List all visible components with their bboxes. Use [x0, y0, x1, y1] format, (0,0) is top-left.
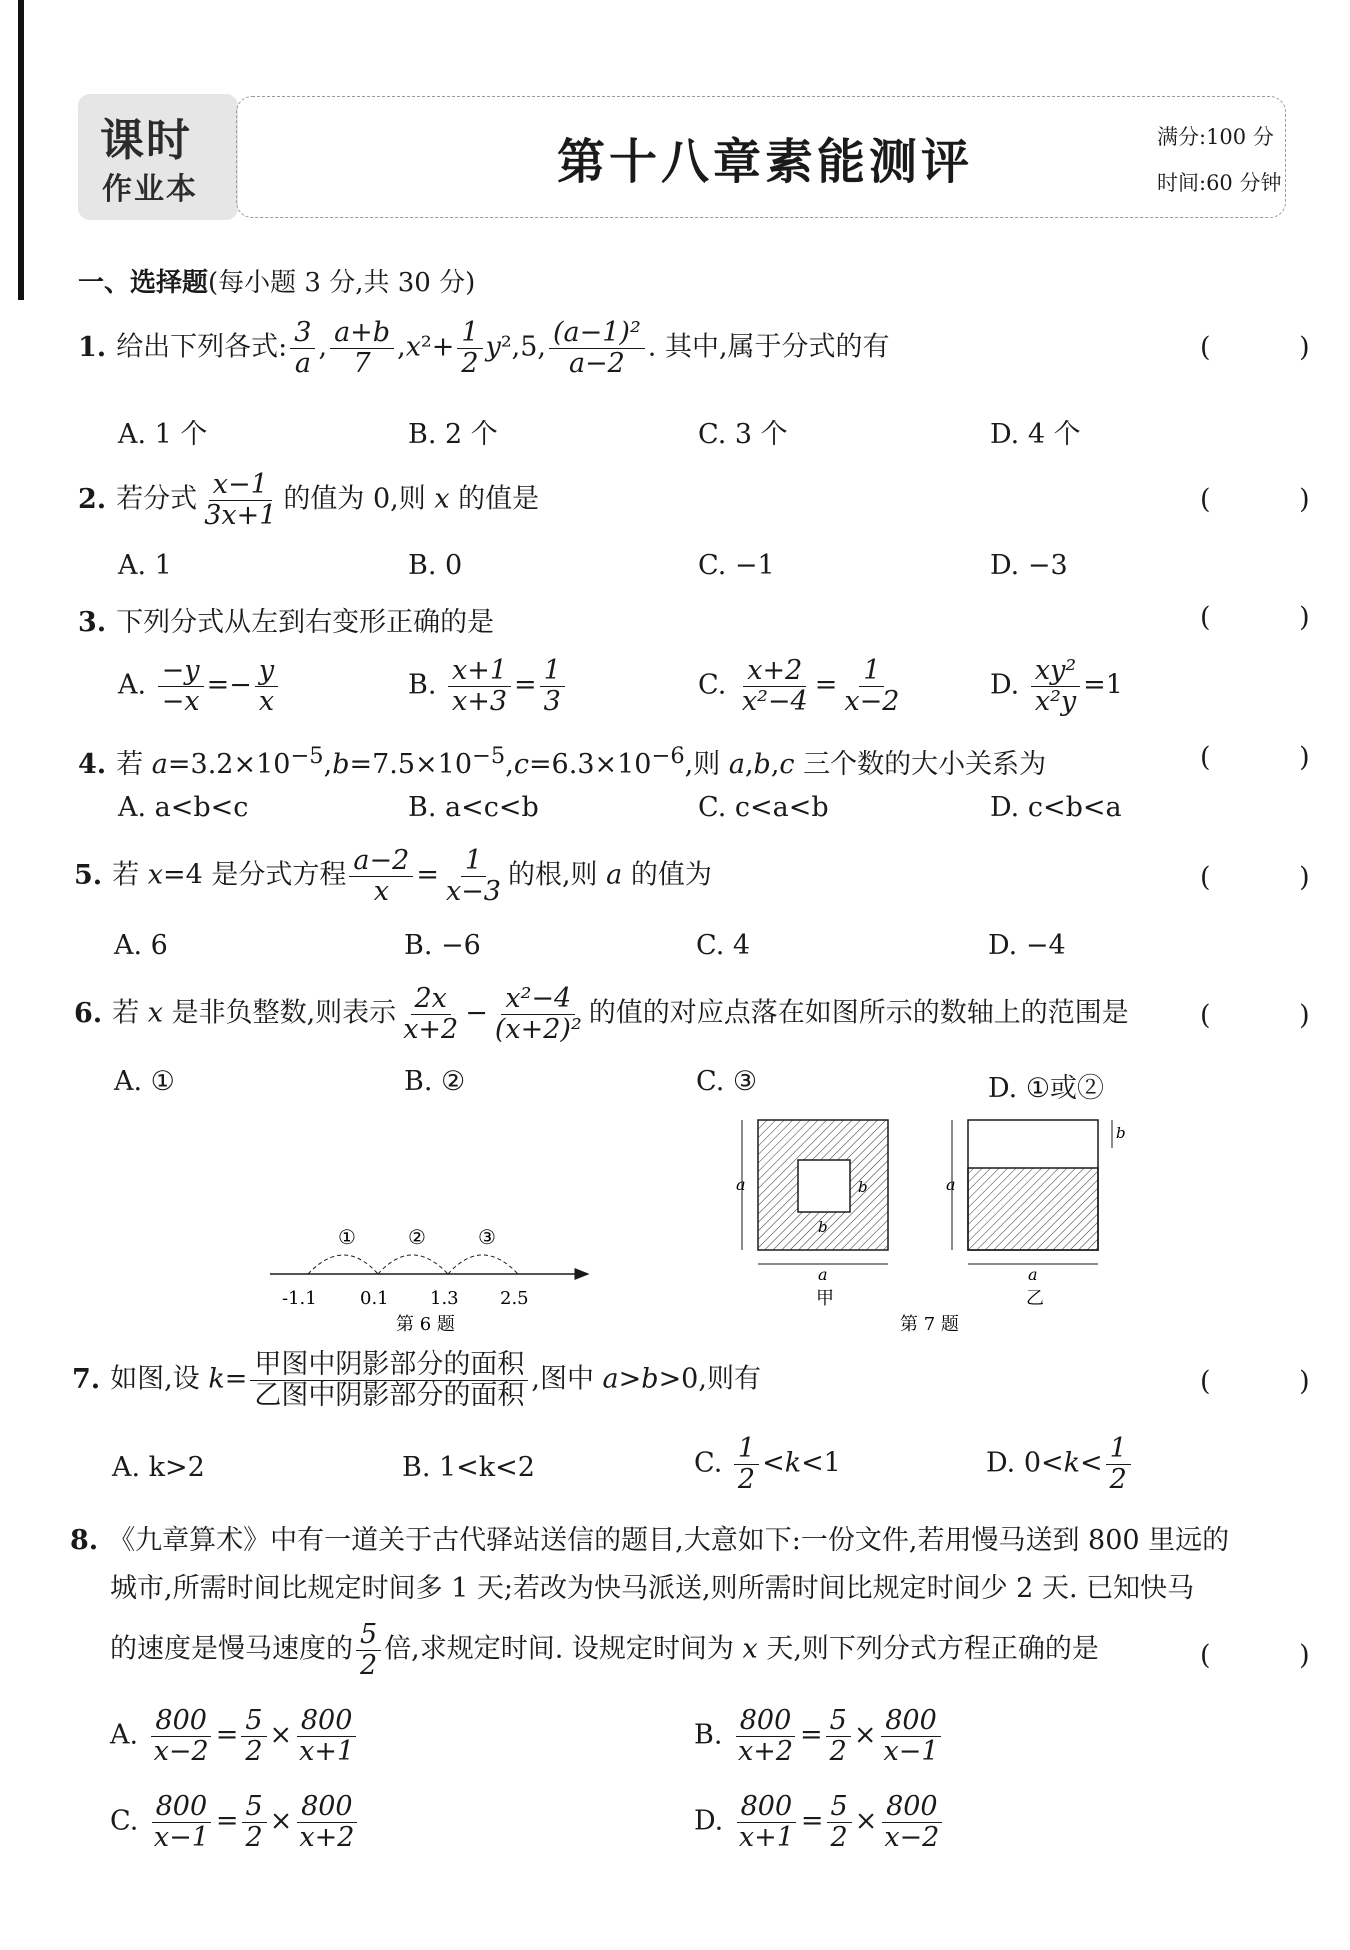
badge-line1: 课时 — [100, 115, 192, 166]
answer-blank-7[interactable]: ( ) — [1200, 1366, 1350, 1397]
question-5: 5. 若 x=4 是分式方程 $\frac{a-2}{x}$ = $\frac{1}{x-3}$ 的根,则 a 的值为 — [74, 845, 712, 907]
label-b: b — [1116, 1124, 1126, 1142]
q5-option-a[interactable]: A. 6 — [114, 930, 168, 961]
region-2-label: ② — [408, 1225, 426, 1249]
q7-option-a[interactable]: A. k>2 — [112, 1452, 205, 1483]
page-title: 第十八章素能测评 — [557, 134, 974, 190]
q2-option-d[interactable]: D. −3 — [990, 550, 1068, 581]
figure-6-caption: 第 6 题 — [396, 1314, 455, 1335]
answer-blank-3[interactable]: ( ) — [1200, 602, 1350, 633]
label-a: a — [818, 1265, 828, 1284]
label-a: a — [736, 1175, 746, 1194]
answer-blank-4[interactable]: ( ) — [1200, 742, 1350, 773]
title-box — [236, 96, 1286, 218]
q2-option-a[interactable]: A. 1 — [118, 550, 172, 581]
q5-option-b[interactable]: B. −6 — [404, 930, 481, 961]
q6-option-b[interactable]: B. ② — [404, 1066, 466, 1097]
question-7: 7. 如图,设 k= $\frac{\text{甲图中阴影部分的面积}}{\text{乙图中阴影部分的面积}}$ ,图中 a>b>0,则有 — [72, 1349, 761, 1411]
q6-option-a[interactable]: A. ① — [114, 1066, 175, 1097]
question-8-line1: 8. 《九章算术》中有一道关于古代驿站送信的题目,大意如下:一份文件,若用慢马送到 800 里远的 — [70, 1525, 1230, 1556]
q2-option-c[interactable]: C. −1 — [698, 550, 775, 581]
figure-6-number-line — [260, 1220, 600, 1340]
q5-option-c[interactable]: C. 4 — [696, 930, 751, 961]
question-2: 2. 若分式 $\frac{x-1}{3x+1}$ 的值为 0,则 x 的值是 — [78, 469, 540, 531]
q4-option-c[interactable]: C. c<a<b — [698, 792, 829, 823]
question-3: 3. 下列分式从左到右变形正确的是 — [78, 607, 495, 638]
q2-option-b[interactable]: B. 0 — [408, 550, 463, 581]
tick-label: 0.1 — [360, 1288, 389, 1309]
question-1: 1. 给出下列各式: $\frac{3}{a}$ , $\frac{a+b}{7}$ ,x²+ $\frac{1}{2}$ y²,5, $\frac{\text{(a−1)²}}{a-2}$ . 其中,属于分式的有 — [78, 317, 890, 379]
q3-option-c[interactable]: C. $\frac{x+2}{\text{x²−4}}$ = $\frac{1}{x-2}$ — [698, 655, 900, 717]
q8-option-b[interactable]: B. $\frac{800}{x+2}$ = $\frac{5}{2}$ × $\frac{800}{x-1}$ — [694, 1706, 946, 1766]
q3-option-d[interactable]: D. $\frac{\text{xy²}}{\text{x²y}}$ =1 — [990, 655, 1123, 717]
label-b: b — [858, 1178, 868, 1196]
time-limit: 时间:60 分钟 — [1157, 171, 1282, 195]
label-a: a — [1028, 1265, 1038, 1284]
q4-option-d[interactable]: D. c<b<a — [990, 792, 1122, 823]
badge-line2: 作业本 — [102, 172, 198, 207]
answer-blank-8[interactable]: ( ) — [1200, 1640, 1350, 1671]
q3-option-a[interactable]: A. $\frac{-y}{-x}$ =− $\frac{y}{x}$ — [118, 656, 281, 716]
q5-option-d[interactable]: D. −4 — [988, 930, 1066, 961]
tick-label: 1.3 — [430, 1288, 459, 1309]
answer-blank-6[interactable]: ( ) — [1200, 1000, 1350, 1031]
question-6: 6. 若 x 是非负整数,则表示 $\frac{2x}{x+2}$ − $\frac{\text{x²−4}}{\text{(x+2)²}}$ 的值的对应点落在如图所示的数轴上的范围是 — [74, 983, 1129, 1045]
q8-option-c[interactable]: C. $\frac{800}{x-1}$ = $\frac{5}{2}$ × $\frac{800}{x+2}$ — [110, 1792, 361, 1852]
figure-7-right-label: 乙 — [1026, 1288, 1044, 1309]
q3-option-b[interactable]: B. $\frac{x+1}{x+3}$ = $\frac{1}{3}$ — [408, 656, 568, 716]
figure-7-caption: 第 7 题 — [900, 1314, 959, 1335]
region-3-label: ③ — [478, 1225, 496, 1249]
page-header — [78, 92, 1286, 224]
label-a: a — [946, 1175, 956, 1194]
q1-option-c[interactable]: C. 3 个 — [698, 419, 788, 450]
label-b: b — [818, 1218, 828, 1236]
brand-badge — [78, 94, 238, 220]
figure-7-left-label: 甲 — [816, 1288, 834, 1309]
tick-label: -1.1 — [282, 1288, 317, 1309]
q6-option-d[interactable]: D. ①或② — [988, 1073, 1105, 1104]
answer-blank-2[interactable]: ( ) — [1200, 484, 1350, 515]
q8-option-d[interactable]: D. $\frac{800}{x+1}$ = $\frac{5}{2}$ × $\frac{800}{x-2}$ — [694, 1792, 946, 1852]
q7-option-d[interactable]: D. 0<k< $\frac{1}{2}$ — [986, 1434, 1134, 1494]
region-1-label: ① — [338, 1225, 356, 1249]
q1-option-b[interactable]: B. 2 个 — [408, 419, 498, 450]
answer-blank-1[interactable]: ( ) — [1200, 332, 1350, 363]
tick-label: 2.5 — [500, 1288, 529, 1309]
q4-option-b[interactable]: B. a<c<b — [408, 792, 539, 823]
q8-option-a[interactable]: A. $\frac{800}{x-2}$ = $\frac{5}{2}$ × $\frac{800}{x+1}$ — [110, 1706, 361, 1766]
q7-option-b[interactable]: B. 1<k<2 — [402, 1452, 535, 1483]
q1-option-a[interactable]: A. 1 个 — [118, 419, 208, 450]
full-score: 满分:100 分 — [1157, 125, 1274, 149]
q6-option-c[interactable]: C. ③ — [696, 1066, 758, 1097]
q7-option-c[interactable]: C. $\frac{1}{2}$ <k<1 — [694, 1433, 841, 1495]
page-binding-edge — [18, 0, 24, 300]
question-4: 4. 若 $a=3.2\times 10^{-5},b=7.5\times 10^{-5},c=6.3\times 10^{-6}$,则 a,b,c 三个数的大小关系为 — [78, 743, 1047, 780]
q1-option-d[interactable]: D. 4 个 — [990, 419, 1081, 450]
section-title: 一、选择题(每小题 3 分,共 30 分) — [78, 268, 476, 298]
answer-blank-5[interactable]: ( ) — [1200, 862, 1350, 893]
figure-7-squares — [728, 1108, 1128, 1340]
q4-option-a[interactable]: A. a<b<c — [118, 792, 249, 823]
question-8-line2: 城市,所需时间比规定时间多 1 天;若改为快马派送,则所需时间比规定时间少 2 天. 已知快马 — [110, 1573, 1195, 1604]
question-8-line3: 的速度是慢马速度的 $\frac{5}{2}$ 倍,求规定时间. 设规定时间为 x 天,则下列分式方程正确的是 — [110, 1619, 1099, 1681]
